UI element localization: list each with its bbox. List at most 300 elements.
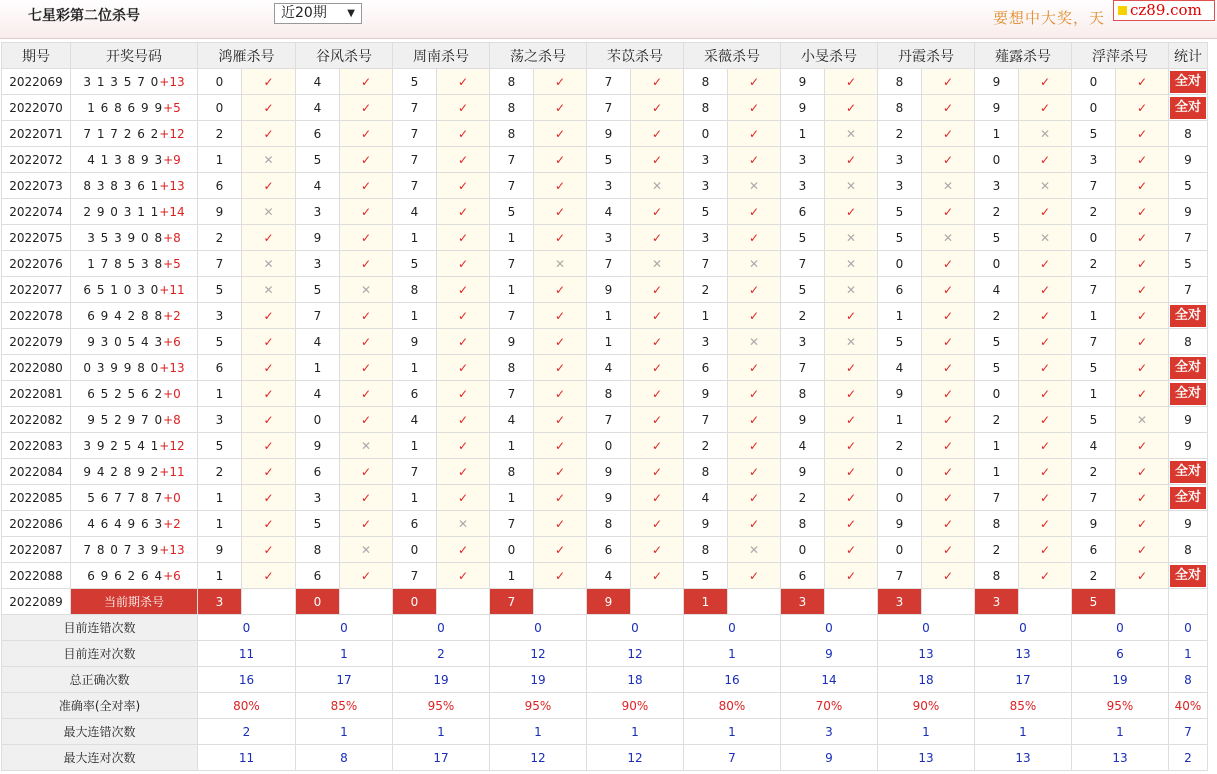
check-icon: ✓	[1039, 360, 1051, 375]
check-icon: ✓	[942, 360, 954, 375]
check-icon: ✓	[360, 308, 372, 323]
summary-value-cell: 0	[587, 615, 684, 641]
kill-number-cell: 6	[781, 199, 825, 225]
draw-numbers-cell	[71, 459, 198, 485]
result-mark-cell	[922, 225, 975, 251]
kill-number-cell: 4	[393, 407, 437, 433]
result-mark-cell	[728, 381, 781, 407]
result-mark-cell	[340, 537, 393, 563]
current-blank-cell	[825, 589, 878, 615]
check-icon: ✓	[457, 74, 469, 89]
header-expert[interactable]: 荡之杀号	[490, 43, 587, 69]
kill-number-cell: 2	[975, 537, 1019, 563]
kill-number-cell: 1	[975, 433, 1019, 459]
check-icon: ✓	[457, 386, 469, 401]
check-icon: ✓	[651, 360, 663, 375]
result-mark-cell	[1019, 459, 1072, 485]
kill-number-cell: 7	[490, 251, 534, 277]
table-row	[2, 433, 1208, 459]
kill-number-cell: 4	[587, 563, 631, 589]
kill-number-cell: 4	[490, 407, 534, 433]
check-icon: ✓	[554, 230, 566, 245]
result-mark-cell	[340, 199, 393, 225]
draw-sum: +8	[163, 412, 181, 427]
result-mark-cell	[922, 69, 975, 95]
header-expert[interactable]: 浮萍杀号	[1072, 43, 1169, 69]
stat-cell: 7	[1169, 277, 1208, 303]
result-mark-cell	[922, 537, 975, 563]
draw-digits: 1 7 8 5 3 8	[87, 256, 164, 271]
logo-text: cz89.com	[1130, 1, 1202, 19]
result-mark-cell	[631, 121, 684, 147]
summary-value-cell: 95%	[490, 693, 587, 719]
kill-number-cell: 9	[587, 277, 631, 303]
result-mark-cell	[242, 381, 296, 407]
kill-number-cell: 0	[975, 251, 1019, 277]
draw-sum: +0	[163, 386, 181, 401]
check-icon: ✓	[360, 464, 372, 479]
check-icon: ✓	[360, 256, 372, 271]
issue-cell: 2022072	[2, 147, 71, 173]
result-mark-cell	[1116, 199, 1169, 225]
check-icon: ✓	[1039, 412, 1051, 427]
result-mark-cell	[242, 407, 296, 433]
kill-number-cell: 3	[781, 147, 825, 173]
kill-number-cell: 5	[878, 225, 922, 251]
result-mark-cell	[1116, 147, 1169, 173]
check-icon: ✓	[845, 438, 857, 453]
cross-icon: ✕	[845, 334, 857, 349]
result-mark-cell	[922, 199, 975, 225]
header-expert[interactable]: 采薇杀号	[684, 43, 781, 69]
check-icon: ✓	[845, 568, 857, 583]
stat-cell	[1169, 355, 1208, 381]
result-mark-cell	[825, 173, 878, 199]
kill-number-cell: 2	[1072, 459, 1116, 485]
result-mark-cell	[242, 511, 296, 537]
period-select[interactable]	[274, 3, 362, 24]
draw-numbers-cell	[71, 69, 198, 95]
draw-sum: +6	[163, 334, 181, 349]
kill-number-cell: 6	[587, 537, 631, 563]
summary-value-cell: 80%	[198, 693, 296, 719]
result-mark-cell	[631, 69, 684, 95]
check-icon: ✓	[360, 386, 372, 401]
result-mark-cell	[242, 563, 296, 589]
draw-digits: 3 9 2 5 4 1	[83, 438, 160, 453]
header-expert[interactable]: 周南杀号	[393, 43, 490, 69]
check-icon: ✓	[748, 464, 760, 479]
check-icon: ✓	[845, 386, 857, 401]
kill-number-cell: 4	[878, 355, 922, 381]
result-mark-cell	[631, 485, 684, 511]
kill-number-cell: 7	[781, 251, 825, 277]
check-icon: ✓	[651, 282, 663, 297]
result-mark-cell	[437, 459, 490, 485]
kill-number-cell: 1	[975, 121, 1019, 147]
check-icon: ✓	[942, 412, 954, 427]
period-select-value: 近20期	[281, 5, 327, 21]
check-icon: ✓	[942, 386, 954, 401]
cross-icon: ✕	[360, 282, 372, 297]
current-kill-cell: 3	[975, 589, 1019, 615]
result-mark-cell	[437, 355, 490, 381]
summary-label-cell: 目前连错次数	[2, 615, 198, 641]
result-mark-cell	[340, 563, 393, 589]
summary-value-cell: 19	[1072, 667, 1169, 693]
check-icon: ✓	[263, 100, 274, 115]
kill-number-cell: 8	[684, 537, 728, 563]
draw-numbers-cell	[71, 537, 198, 563]
result-mark-cell	[728, 277, 781, 303]
table-body	[2, 69, 1208, 771]
draw-numbers-cell	[71, 355, 198, 381]
kill-number-cell: 6	[878, 277, 922, 303]
kill-number-cell: 9	[198, 537, 242, 563]
result-mark-cell	[631, 459, 684, 485]
check-icon: ✓	[554, 308, 566, 323]
issue-cell: 2022085	[2, 485, 71, 511]
result-mark-cell	[534, 329, 587, 355]
check-icon: ✓	[845, 490, 857, 505]
result-mark-cell	[922, 485, 975, 511]
summary-value-cell: 12	[587, 641, 684, 667]
cross-icon: ✕	[263, 282, 274, 297]
kill-number-cell: 5	[878, 329, 922, 355]
result-mark-cell	[242, 303, 296, 329]
summary-value-cell: 13	[878, 641, 975, 667]
stat-cell: 9	[1169, 511, 1208, 537]
table-row	[2, 355, 1208, 381]
kill-number-cell: 2	[684, 277, 728, 303]
kill-number-cell: 5	[296, 511, 340, 537]
kill-number-cell: 8	[490, 95, 534, 121]
summary-value-cell: 1	[1072, 719, 1169, 745]
result-mark-cell	[728, 147, 781, 173]
kill-number-cell: 1	[490, 225, 534, 251]
check-icon: ✓	[360, 412, 372, 427]
kill-number-cell: 8	[684, 95, 728, 121]
summary-value-cell: 13	[878, 745, 975, 771]
check-icon: ✓	[554, 100, 566, 115]
check-icon: ✓	[1136, 100, 1148, 115]
kill-number-cell: 7	[1072, 173, 1116, 199]
result-mark-cell	[1116, 303, 1169, 329]
check-icon: ✓	[1136, 256, 1148, 271]
cross-icon: ✕	[845, 282, 857, 297]
result-mark-cell	[728, 511, 781, 537]
result-mark-cell	[437, 407, 490, 433]
kill-number-cell: 3	[1072, 147, 1116, 173]
summary-value-cell: 19	[393, 667, 490, 693]
kill-number-cell: 7	[587, 95, 631, 121]
kill-number-cell: 4	[393, 199, 437, 225]
check-icon: ✓	[554, 152, 566, 167]
all-correct-badge: 全对	[1170, 305, 1206, 327]
result-mark-cell	[437, 199, 490, 225]
check-icon: ✓	[457, 490, 469, 505]
result-mark-cell	[437, 303, 490, 329]
kill-number-cell: 8	[975, 563, 1019, 589]
check-icon: ✓	[748, 438, 760, 453]
result-mark-cell	[728, 485, 781, 511]
draw-digits: 7 1 7 2 6 2	[83, 126, 160, 141]
check-icon: ✓	[457, 334, 469, 349]
result-mark-cell	[242, 355, 296, 381]
draw-numbers-cell	[71, 173, 198, 199]
result-mark-cell	[340, 355, 393, 381]
result-mark-cell	[340, 225, 393, 251]
current-blank-cell	[922, 589, 975, 615]
cross-icon: ✕	[845, 178, 857, 193]
result-mark-cell	[825, 251, 878, 277]
check-icon: ✓	[1039, 542, 1051, 557]
header-expert[interactable]: 小旻杀号	[781, 43, 878, 69]
check-icon: ✓	[845, 204, 857, 219]
issue-cell: 2022079	[2, 329, 71, 355]
kill-number-cell: 1	[878, 303, 922, 329]
check-icon: ✓	[748, 386, 760, 401]
check-icon: ✓	[651, 334, 663, 349]
result-mark-cell	[1019, 251, 1072, 277]
result-mark-cell	[534, 537, 587, 563]
kill-number-cell: 7	[393, 147, 437, 173]
issue-cell: 2022073	[2, 173, 71, 199]
kill-number-cell: 8	[490, 121, 534, 147]
issue-cell: 2022087	[2, 537, 71, 563]
kill-number-cell: 7	[1072, 485, 1116, 511]
result-mark-cell	[1019, 303, 1072, 329]
result-mark-cell	[534, 485, 587, 511]
result-mark-cell	[534, 251, 587, 277]
summary-value-cell: 1	[975, 719, 1072, 745]
check-icon: ✓	[263, 386, 274, 401]
header-expert[interactable]: 丹霞杀号	[878, 43, 975, 69]
result-mark-cell	[922, 277, 975, 303]
table-row	[2, 303, 1208, 329]
kill-number-cell: 0	[878, 459, 922, 485]
check-icon: ✓	[845, 360, 857, 375]
result-mark-cell	[825, 355, 878, 381]
summary-value-cell: 95%	[1072, 693, 1169, 719]
kill-number-cell: 1	[490, 433, 534, 459]
check-icon: ✓	[942, 126, 954, 141]
issue-cell: 2022088	[2, 563, 71, 589]
kill-number-cell: 1	[684, 303, 728, 329]
check-icon: ✓	[942, 308, 954, 323]
summary-value-cell: 6	[1072, 641, 1169, 667]
kill-number-cell: 6	[296, 459, 340, 485]
check-icon: ✓	[263, 542, 274, 557]
cross-icon: ✕	[748, 256, 760, 271]
check-icon: ✓	[360, 230, 372, 245]
kill-number-cell: 9	[1072, 511, 1116, 537]
check-icon: ✓	[1039, 152, 1051, 167]
stat-cell	[1169, 459, 1208, 485]
site-logo[interactable]	[1113, 0, 1215, 21]
stat-cell: 7	[1169, 225, 1208, 251]
table-row	[2, 537, 1208, 563]
current-kill-cell: 3	[781, 589, 825, 615]
table-row	[2, 511, 1208, 537]
check-icon: ✓	[360, 360, 372, 375]
result-mark-cell	[1019, 563, 1072, 589]
check-icon: ✓	[845, 152, 857, 167]
kill-number-cell: 3	[781, 329, 825, 355]
check-icon: ✓	[263, 126, 274, 141]
kill-number-cell: 7	[393, 459, 437, 485]
stat-cell	[1169, 563, 1208, 589]
result-mark-cell	[825, 459, 878, 485]
summary-value-cell: 95%	[393, 693, 490, 719]
kill-number-cell: 3	[296, 485, 340, 511]
cross-icon: ✕	[1039, 178, 1051, 193]
check-icon: ✓	[845, 74, 857, 89]
kill-number-cell: 1	[490, 485, 534, 511]
issue-cell: 2022071	[2, 121, 71, 147]
issue-cell: 2022070	[2, 95, 71, 121]
result-mark-cell	[437, 173, 490, 199]
summary-value-cell: 85%	[296, 693, 393, 719]
result-mark-cell	[1116, 537, 1169, 563]
summary-value-cell: 1	[393, 719, 490, 745]
result-mark-cell	[340, 485, 393, 511]
cross-icon: ✕	[360, 542, 372, 557]
result-mark-cell	[242, 69, 296, 95]
summary-value-cell: 18	[587, 667, 684, 693]
draw-sum: +14	[159, 204, 185, 219]
result-mark-cell	[922, 355, 975, 381]
kill-number-cell: 7	[878, 563, 922, 589]
check-icon: ✓	[457, 542, 469, 557]
draw-sum: +13	[159, 178, 185, 193]
check-icon: ✓	[263, 334, 274, 349]
summary-value-cell: 14	[781, 667, 878, 693]
draw-sum: +11	[159, 464, 185, 479]
kill-number-cell: 2	[878, 433, 922, 459]
kill-number-cell: 7	[490, 303, 534, 329]
stat-cell: 8	[1169, 329, 1208, 355]
issue-cell: 2022078	[2, 303, 71, 329]
stat-cell	[1169, 95, 1208, 121]
result-mark-cell	[728, 199, 781, 225]
result-mark-cell	[728, 225, 781, 251]
kill-number-cell: 9	[587, 459, 631, 485]
result-mark-cell	[1019, 173, 1072, 199]
cross-icon: ✕	[457, 516, 469, 531]
table-row	[2, 121, 1208, 147]
draw-digits: 8 3 8 3 6 1	[83, 178, 160, 193]
summary-value-cell: 0	[975, 615, 1072, 641]
header-expert[interactable]: 鸿雁杀号	[198, 43, 296, 69]
summary-value-cell: 11	[198, 641, 296, 667]
kill-number-cell: 3	[198, 303, 242, 329]
result-mark-cell	[534, 355, 587, 381]
check-icon: ✓	[1136, 438, 1148, 453]
check-icon: ✓	[651, 568, 663, 583]
kill-number-cell: 8	[878, 95, 922, 121]
kill-number-cell: 9	[781, 459, 825, 485]
result-mark-cell	[728, 303, 781, 329]
kill-number-cell: 1	[393, 485, 437, 511]
summary-value-cell: 0	[1072, 615, 1169, 641]
header-expert[interactable]: 薤露杀号	[975, 43, 1072, 69]
kill-number-cell: 9	[587, 121, 631, 147]
result-mark-cell	[922, 173, 975, 199]
check-icon: ✓	[360, 334, 372, 349]
result-mark-cell	[922, 95, 975, 121]
result-mark-cell	[534, 511, 587, 537]
check-icon: ✓	[457, 126, 469, 141]
table-row	[2, 485, 1208, 511]
result-mark-cell	[825, 225, 878, 251]
result-mark-cell	[437, 147, 490, 173]
all-correct-badge: 全对	[1170, 487, 1206, 509]
kill-number-cell: 7	[490, 381, 534, 407]
draw-sum: +0	[163, 490, 181, 505]
header-expert[interactable]: 谷风杀号	[296, 43, 393, 69]
result-mark-cell	[1019, 95, 1072, 121]
check-icon: ✓	[942, 464, 954, 479]
result-mark-cell	[242, 329, 296, 355]
result-mark-cell	[340, 121, 393, 147]
kill-number-cell: 1	[1072, 381, 1116, 407]
kill-number-cell: 7	[587, 251, 631, 277]
result-mark-cell	[534, 381, 587, 407]
kill-number-cell: 5	[198, 329, 242, 355]
kill-number-cell: 7	[296, 303, 340, 329]
check-icon: ✓	[942, 74, 954, 89]
check-icon: ✓	[942, 204, 954, 219]
kill-number-cell: 7	[490, 173, 534, 199]
kill-number-cell: 0	[1072, 95, 1116, 121]
kill-number-cell: 0	[781, 537, 825, 563]
result-mark-cell	[728, 563, 781, 589]
kill-number-cell: 6	[684, 355, 728, 381]
cross-icon: ✕	[748, 334, 760, 349]
result-mark-cell	[1019, 277, 1072, 303]
kill-number-cell: 6	[1072, 537, 1116, 563]
current-blank-cell	[1019, 589, 1072, 615]
check-icon: ✓	[457, 152, 469, 167]
check-icon: ✓	[457, 256, 469, 271]
promo-text[interactable]: 要想中大奖，天	[993, 9, 1106, 27]
kill-number-cell: 2	[781, 303, 825, 329]
kill-number-cell: 4	[587, 355, 631, 381]
check-icon: ✓	[1136, 230, 1148, 245]
check-icon: ✓	[942, 256, 954, 271]
check-icon: ✓	[554, 74, 566, 89]
check-icon: ✓	[263, 74, 274, 89]
check-icon: ✓	[1039, 386, 1051, 401]
check-icon: ✓	[360, 126, 372, 141]
result-mark-cell	[534, 303, 587, 329]
stat-cell: 9	[1169, 433, 1208, 459]
result-mark-cell	[728, 459, 781, 485]
result-mark-cell	[728, 329, 781, 355]
result-mark-cell	[242, 277, 296, 303]
check-icon: ✓	[651, 542, 663, 557]
summary-value-cell: 13	[1072, 745, 1169, 771]
result-mark-cell	[1116, 355, 1169, 381]
kill-number-cell: 8	[587, 381, 631, 407]
kill-number-cell: 1	[198, 485, 242, 511]
issue-cell: 2022069	[2, 69, 71, 95]
header-expert[interactable]: 芣苡杀号	[587, 43, 684, 69]
result-mark-cell	[1019, 407, 1072, 433]
kill-number-cell: 7	[490, 147, 534, 173]
check-icon: ✓	[1039, 204, 1051, 219]
